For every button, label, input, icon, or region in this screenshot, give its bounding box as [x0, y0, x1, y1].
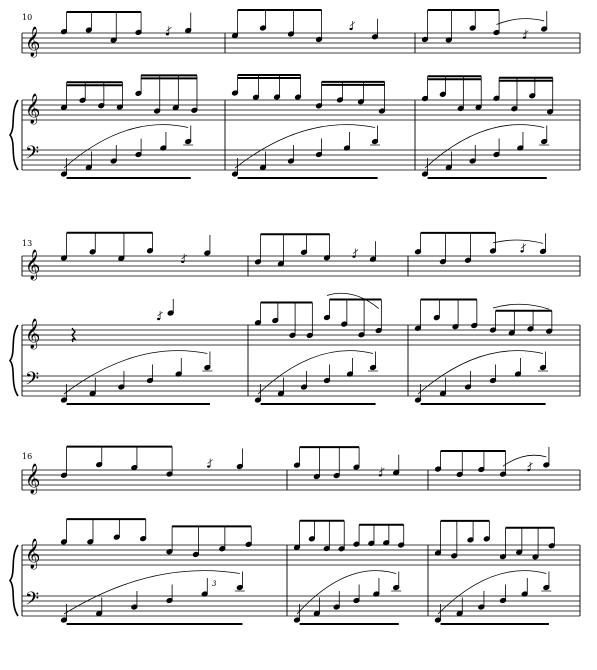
grace-note: [527, 469, 530, 471]
slur: [425, 125, 544, 168]
systems: [10, 10, 580, 624]
slur: [497, 19, 545, 25]
grace-note: [166, 33, 169, 35]
piano-brace: [10, 545, 18, 616]
slur: [64, 125, 188, 168]
measure-number: 16: [22, 452, 33, 461]
piano-treble-staff: [22, 100, 580, 120]
system: [10, 447, 580, 624]
slur: [258, 351, 373, 394]
piano-treble-staff: [22, 325, 580, 345]
grace-note: [181, 261, 184, 263]
solo-staff: [22, 256, 580, 276]
slur: [297, 571, 396, 614]
system: [10, 10, 580, 178]
slur: [493, 304, 549, 309]
treble-clef-icon: 𝄞: [25, 27, 41, 57]
measure-number: 10: [22, 13, 33, 22]
piano-brace: [10, 325, 18, 396]
grace-note: [379, 474, 382, 476]
solo-staff: [22, 33, 580, 53]
grace-note: [523, 36, 526, 38]
piano-treble-staff: [22, 545, 580, 565]
grace-note: [207, 465, 210, 467]
slur: [493, 240, 543, 243]
grace-note: [352, 255, 355, 257]
bass-clef-icon: 𝄢: [25, 369, 40, 394]
treble-clef-icon: 𝄞: [25, 94, 41, 124]
solo-staff: [22, 470, 580, 490]
grace-note: [520, 250, 523, 252]
slur: [327, 293, 379, 308]
grace-note: [349, 28, 352, 30]
system: [10, 233, 580, 404]
slur: [438, 571, 546, 614]
tuplet-number: 3: [212, 580, 217, 588]
bass-clef-icon: 𝄢: [25, 589, 40, 614]
slur: [64, 571, 240, 614]
grace-note: [157, 318, 160, 320]
treble-clef-icon: 𝄞: [25, 539, 41, 569]
treble-clef-icon: 𝄞: [25, 319, 41, 349]
slur: [235, 125, 375, 168]
slur: [418, 351, 543, 394]
slur: [64, 351, 207, 394]
bass-clef-icon: 𝄢: [25, 143, 40, 168]
piano-bass-staff: [22, 376, 580, 396]
piano-brace: [10, 100, 18, 170]
slur: [503, 455, 546, 466]
treble-clef-icon: 𝄞: [25, 250, 41, 280]
piano-bass-staff: [22, 596, 580, 616]
measure-number: 13: [22, 239, 33, 248]
treble-clef-icon: 𝄞: [25, 464, 41, 494]
